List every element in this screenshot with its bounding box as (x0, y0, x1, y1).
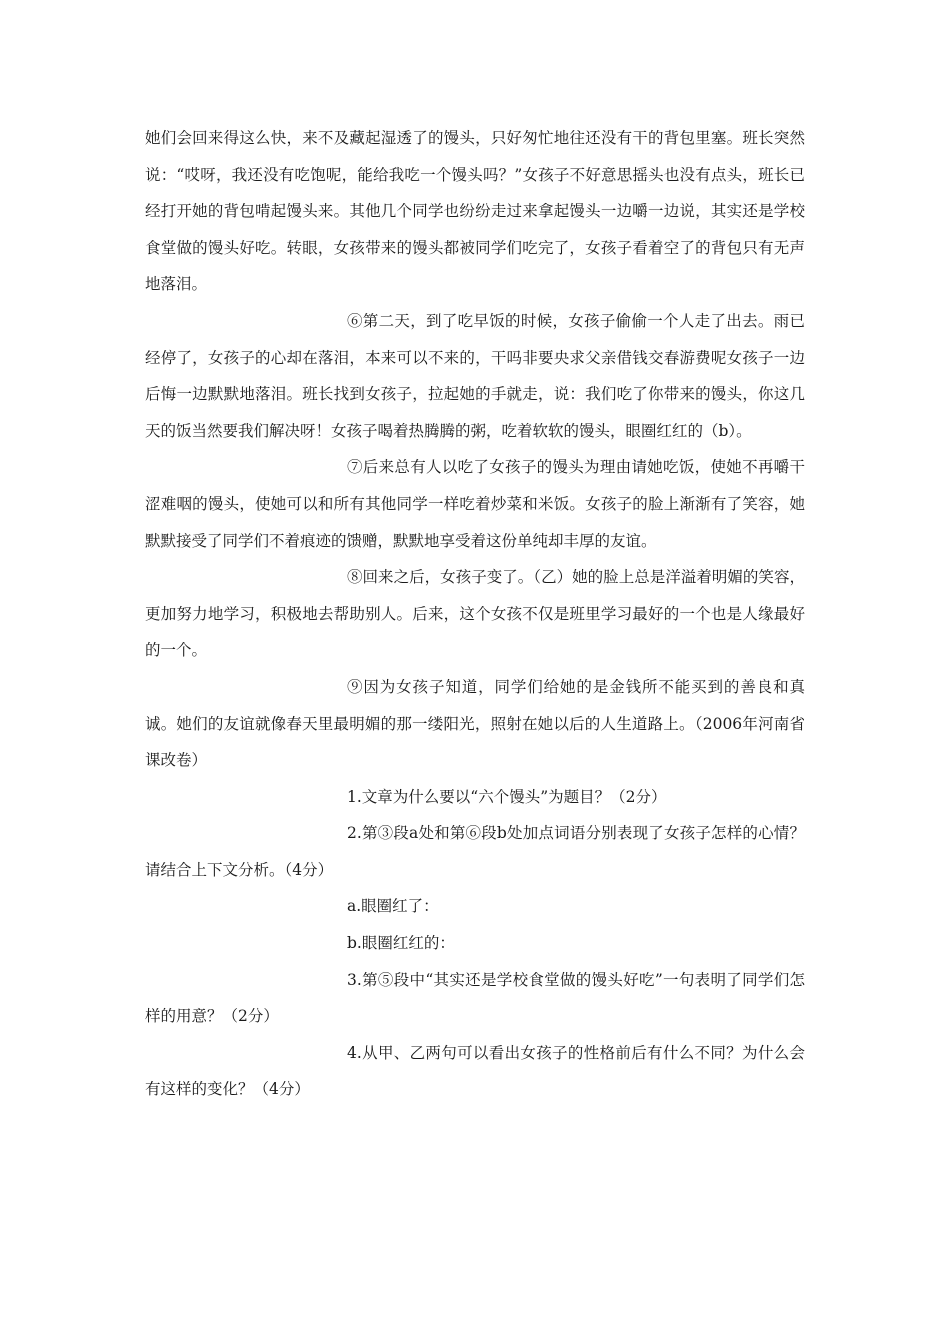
paragraph-5-continued: 她们会回来得这么快，来不及藏起湿透了的馒头，只好匆忙地往还没有干的背包里塞。班长突然说：“哎呀，我还没有吃饱呢，能给我吃一个馒头吗？”女孩子不好意思摇头也没有点头，班长已经打开她的背包啃起馒头来。其他几个同学也纷纷走过来拿起馒头一边嚼一边说，其实还是学校食堂做的馒头好吃。转眼，女孩带来的馒头都被同学们吃完了，女孩子看着空了的背包只有无声地落泪。 (145, 129, 805, 294)
question-2a: a.眼圈红了： (347, 897, 439, 916)
question-2b: b.眼圈红红的： (347, 934, 455, 953)
question-3: 3.第⑤段中“其实还是学校食堂做的馒头好吃”一句表明了同学们怎样的用意？（2分） (145, 970, 805, 1026)
question-1: 1.文章为什么要以“六个馒头”为题目？（2分） (347, 787, 667, 806)
paragraph-6: ⑥第二天，到了吃早饭的时候，女孩子偷偷一个人走了出去。雨已经停了，女孩子的心却在落泪，本来可以不来的，干吗非要央求父亲借钱交春游费呢女孩子一边后悔一边默默地落泪。班长找到女孩子，拉起她的手就走，说：我们吃了你带来的馒头，你这几天的饭当然要我们解决呀！女孩子喝着热腾腾的粥，吃着软软的馒头，眼圈红红的（b）。 (145, 311, 805, 440)
paragraph-8: ⑧回来之后，女孩子变了。（乙）她的脸上总是洋溢着明媚的笑容，更加努力地学习，积极地去帮助别人。后来，这个女孩不仅是班里学习最好的一个也是人缘最好的一个。 (145, 568, 805, 660)
document-body (145, 120, 805, 1108)
question-2: 2.第③段a处和第⑥段b处加点词语分别表现了女孩子怎样的心情？请结合上下文分析。（4分） (145, 824, 805, 879)
question-4: 4.从甲、乙两句可以看出女孩子的性格前后有什么不同？为什么会有这样的变化？（4分） (145, 1043, 805, 1099)
paragraph-9: ⑨因为女孩子知道，同学们给她的是金钱所不能买到的善良和真诚。她们的友谊就像春天里最明媚的那一缕阳光，照射在她以后的人生道路上。（2006年河南省课改卷） (145, 677, 805, 770)
paragraph-7: ⑦后来总有人以吃了女孩子的馒头为理由请她吃饭，使她不再嚼干涩难咽的馒头，使她可以和所有其他同学一样吃着炒菜和米饭。女孩子的脸上渐渐有了笑容，她默默接受了同学们不着痕迹的馈赠，默默地享受着这份单纯却丰厚的友谊。 (145, 458, 805, 550)
